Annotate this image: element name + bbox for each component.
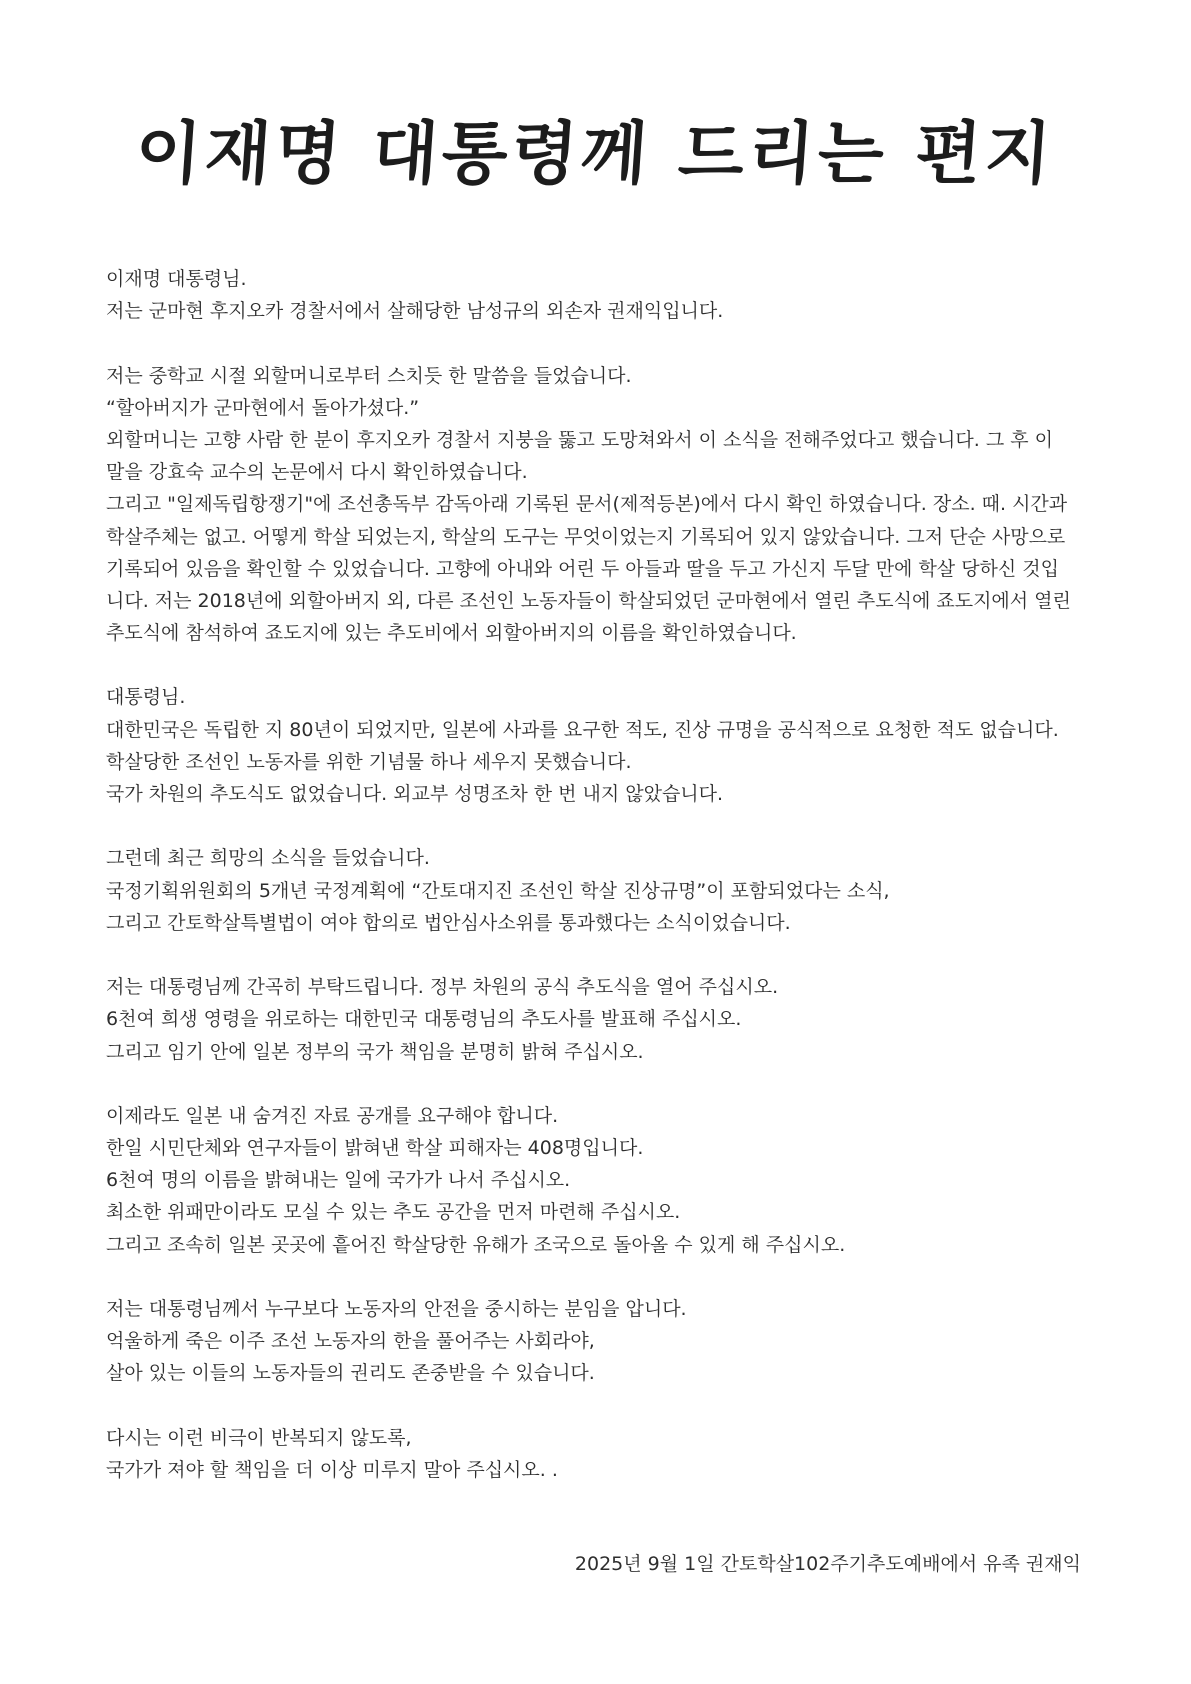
- signature-line: 2025년 9월 1일 간토학살102주기추도예배에서 유족 권재익: [574, 1553, 1081, 1575]
- paragraph: [106, 1293, 1096, 1390]
- text-line: 국정기획위원회의 5개년 국정계획에 “간토대지진 조선인 학살 진상규명”이 포함되었다는 소식,: [106, 879, 890, 902]
- text-line: 억울하게 죽은 이주 조선 노동자의 한을 풀어주는 사회라야,: [106, 1330, 595, 1353]
- text-line: 저는 대통령님께 간곡히 부탁드립니다. 정부 차원의 공식 추도식을 열어 주십시오.: [106, 976, 779, 999]
- text-line: 그리고 조속히 일본 곳곳에 흩어진 학살당한 유해가 조국으로 돌아올 수 있게 해 주십시오.: [106, 1233, 846, 1256]
- text-line: 추도식에 참석하여 죠도지에 있는 추도비에서 외할아버지의 이름을 확인하였습니다.: [106, 622, 797, 645]
- text-line: 한일 시민단체와 연구자들이 밝혀낸 학살 피해자는 408명입니다.: [106, 1137, 644, 1160]
- paragraph-gap: [106, 1261, 1096, 1293]
- text-line: 저는 중학교 시절 외할머니로부터 스치듯 한 말씀을 들었습니다.: [106, 364, 632, 387]
- text-line: 6천여 명의 이름을 밝혀내는 일에 국가가 나서 주십시오.: [106, 1169, 571, 1192]
- letter-title: 이재명 대통령께 드리는 편지: [132, 114, 1058, 194]
- text-line: 이재명 대통령님.: [106, 268, 247, 290]
- text-line: 외할머니는 고향 사람 한 분이 후지오카 경찰서 지붕을 뚫고 도망쳐와서 이 소식을 전해주었다고 했습니다. 그 후 이: [106, 428, 1053, 451]
- paragraph: [106, 681, 1096, 810]
- text-line: 6천여 희생 영령을 위로하는 대한민국 대통령님의 추도사를 발표해 주십시오.: [106, 1008, 742, 1031]
- text-line: 저는 대통령님께서 누구보다 노동자의 안전을 중시하는 분임을 압니다.: [106, 1298, 687, 1320]
- paragraph-gap: [106, 649, 1096, 681]
- paragraph-gap: [106, 1068, 1096, 1100]
- text-line: 학살주체는 없고. 어떻게 학살 되었는지, 학살의 도구는 무엇이었는지 기록되어 있지 않았습니다. 그저 단순 사망으로: [106, 525, 1066, 548]
- text-line: 대통령님.: [106, 686, 186, 709]
- text-line: 니다. 저는 2018년에 외할아버지 외, 다른 조선인 노동자들이 학살되었던 군마현에서 열린 추도식에 죠도지에서 열린: [106, 589, 1071, 612]
- paragraph: [106, 971, 1096, 1068]
- paragraph: [106, 842, 1096, 939]
- paragraph-gap: [106, 327, 1096, 359]
- paragraph-gap: [106, 810, 1096, 842]
- text-line: 그리고 간토학살특별법이 여야 합의로 법안심사소위를 통과했다는 소식이었습니다.: [106, 911, 791, 934]
- text-line: 기록되어 있음을 확인할 수 있었습니다. 고향에 아내와 어린 두 아들과 딸을 두고 가신지 두달 만에 학살 당하신 것입: [106, 557, 1059, 580]
- text-line: 다시는 이런 비극이 반복되지 않도록,: [106, 1426, 412, 1449]
- text-line: 그리고 "일제독립항쟁기"에 조선총독부 감독아래 기록된 문서(제적등본)에서 다시 확인 하였습니다. 장소. 때. 시간과: [106, 493, 1068, 516]
- text-line: 저는 군마현 후지오카 경찰서에서 살해당한 남성규의 외손자 권재익입니다.: [106, 300, 724, 323]
- text-line: “할아버지가 군마현에서 돌아가셨다.”: [106, 396, 420, 419]
- text-line: 그리고 임기 안에 일본 정부의 국가 책임을 분명히 밝혀 주십시오.: [106, 1040, 644, 1063]
- text-line: 대한민국은 독립한 지 80년이 되었지만, 일본에 사과를 요구한 적도, 진상 규명을 공식적으로 요청한 적도 없습니다.: [106, 718, 1059, 741]
- text-line: 국가 차원의 추도식도 없었습니다. 외교부 성명조차 한 번 내지 않았습니다.: [106, 783, 724, 805]
- paragraph: [106, 360, 1096, 650]
- paragraph: [106, 1100, 1096, 1261]
- text-line: 말을 강효숙 교수의 논문에서 다시 확인하였습니다.: [106, 461, 528, 484]
- text-line: 그런데 최근 희망의 소식을 들었습니다.: [106, 847, 430, 870]
- text-line: 최소한 위패만이라도 모실 수 있는 추도 공간을 먼저 마련해 주십시오.: [106, 1201, 681, 1224]
- paragraph-gap: [106, 1390, 1096, 1422]
- text-line: 이제라도 일본 내 숨겨진 자료 공개를 요구해야 합니다.: [106, 1104, 559, 1127]
- text-line: 국가가 져야 할 책임을 더 이상 미루지 말아 주십시오. .: [106, 1458, 558, 1481]
- letter-body: [106, 263, 1096, 1486]
- paragraph: [106, 263, 1096, 327]
- text-line: 살아 있는 이들의 노동자들의 권리도 존중받을 수 있습니다.: [106, 1362, 595, 1385]
- paragraph: [106, 1422, 1096, 1486]
- paragraph-gap: [106, 939, 1096, 971]
- text-line: 학살당한 조선인 노동자를 위한 기념물 하나 세우지 못했습니다.: [106, 750, 632, 773]
